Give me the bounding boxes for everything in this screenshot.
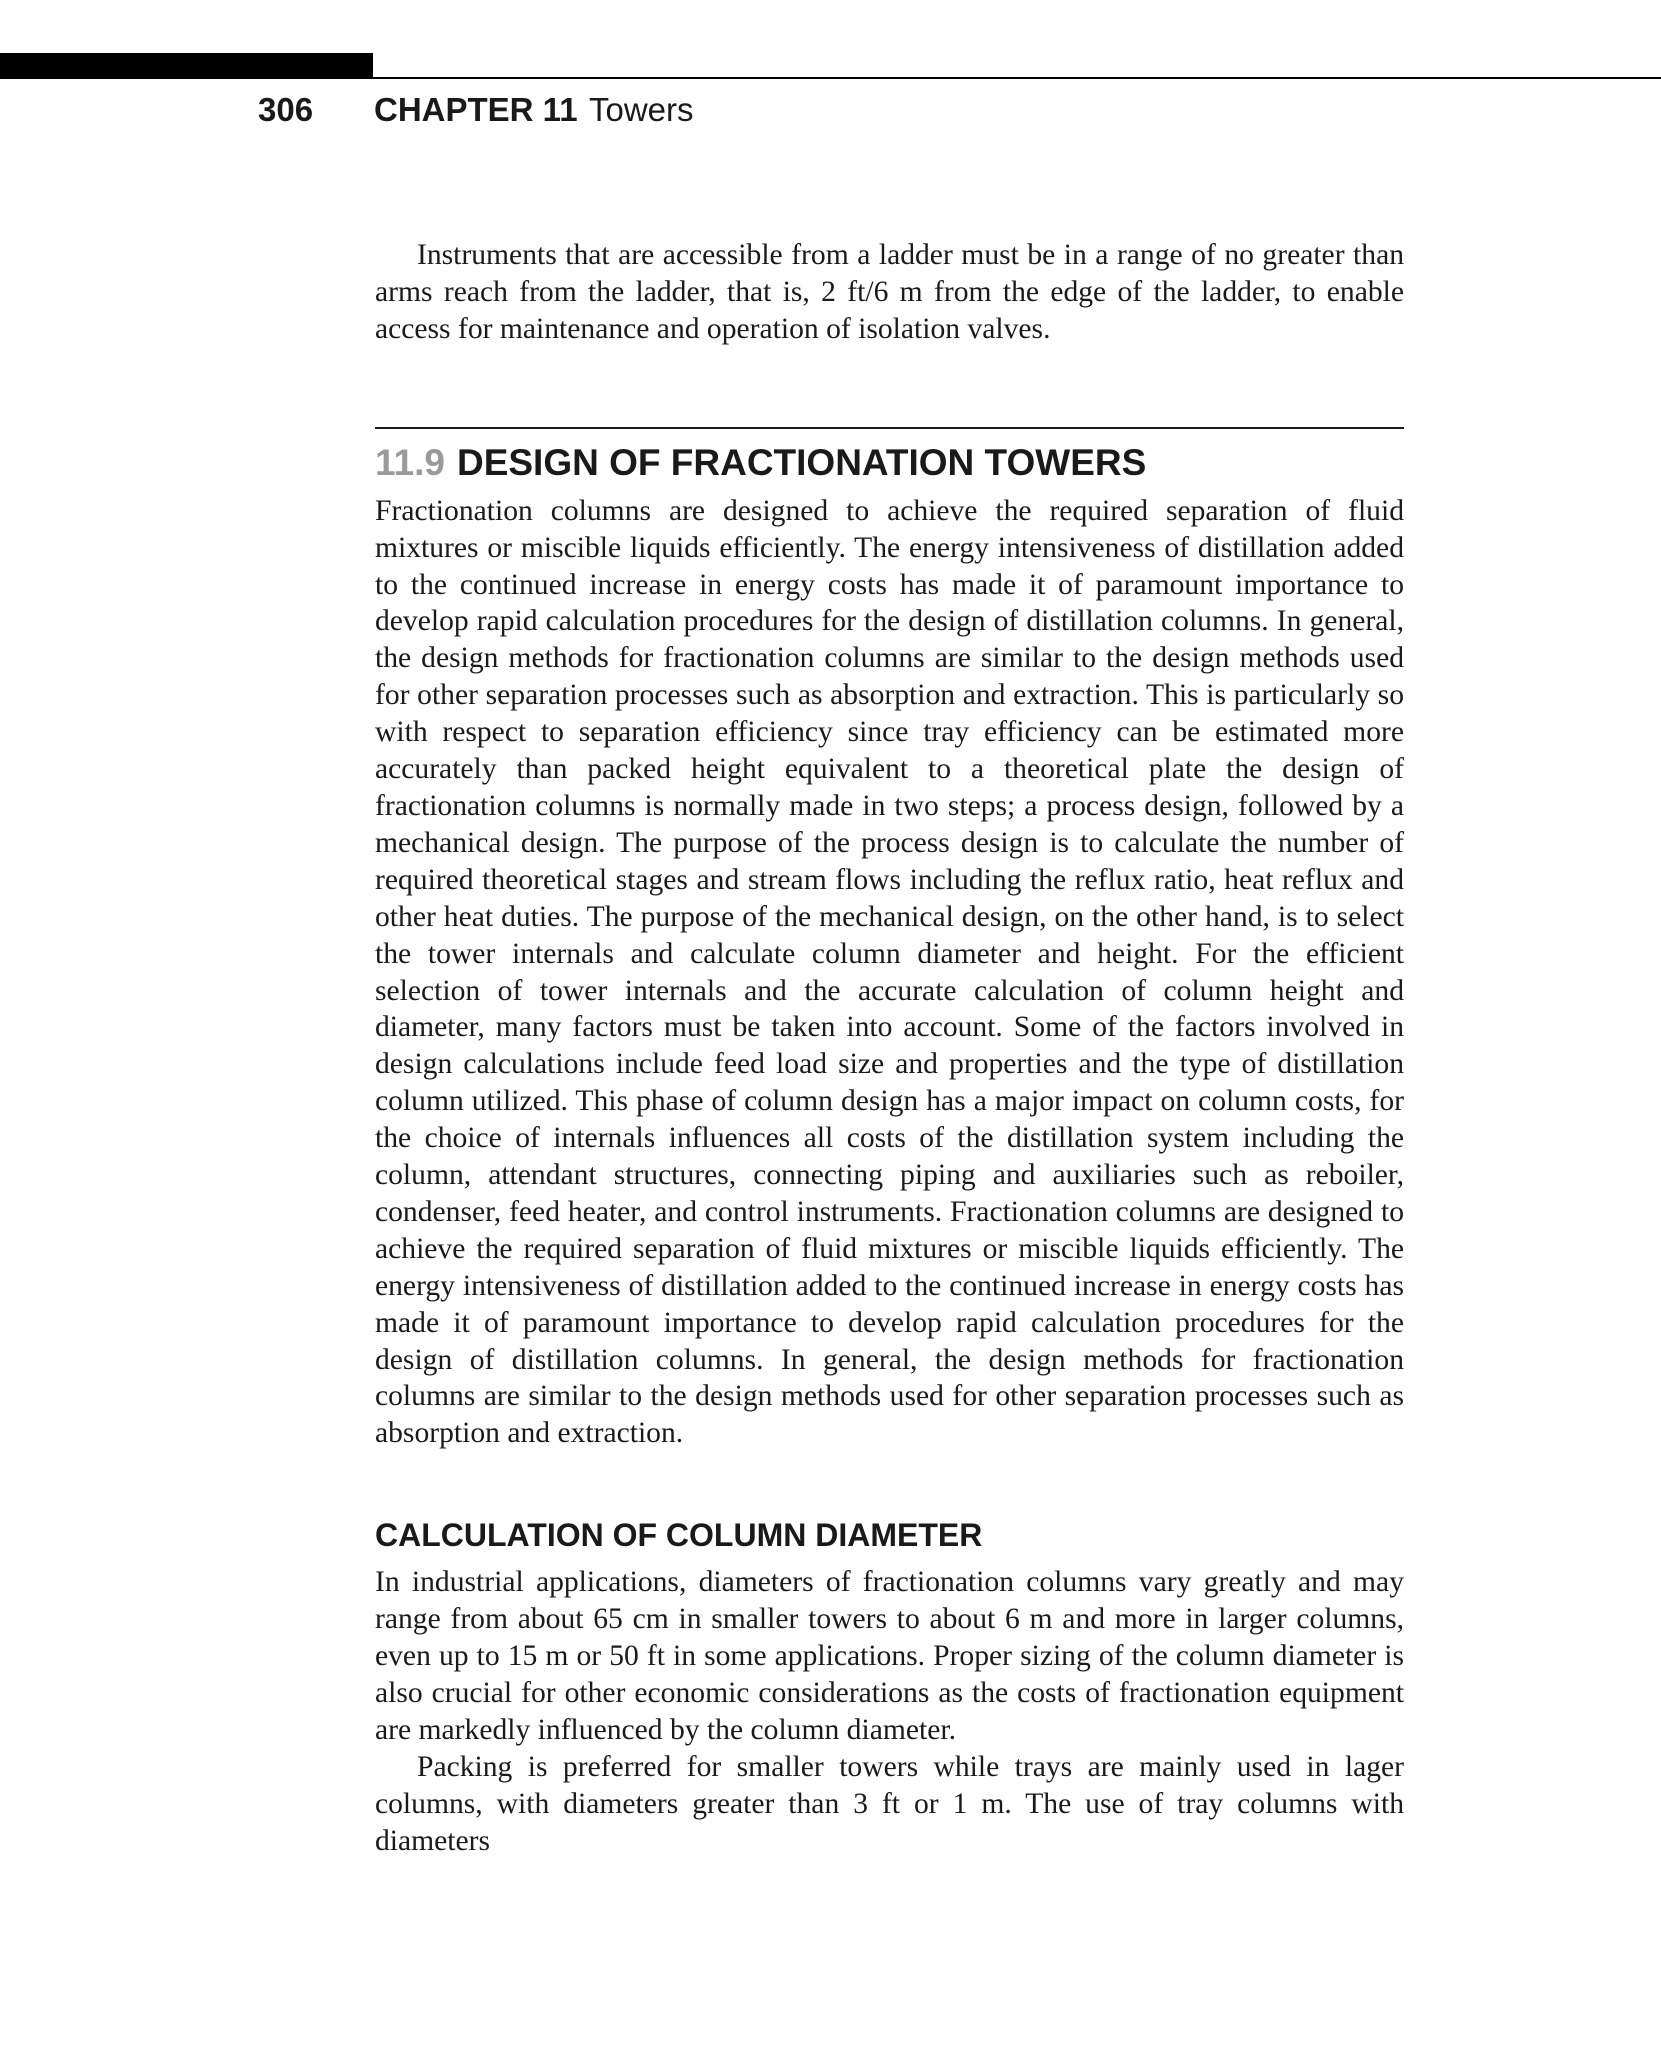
subsection-heading: CALCULATION OF COLUMN DIAMETER bbox=[375, 1517, 983, 1554]
section-heading bbox=[375, 439, 1404, 487]
subsection-paragraph-1: In industrial applications, diameters of fractionation columns vary greatly and may range from about 65 cm in smaller towers to about 6 m and more in larger columns, even up to 15 m or 50 ft in some applications. Proper sizing of the column diameter is also crucial for other economic considerations as the costs of fractionation equipment are markedly influenced by the column diameter. bbox=[375, 1566, 1404, 1746]
page-content bbox=[375, 237, 1404, 1860]
section-number: 11.9 bbox=[375, 441, 445, 483]
section-paragraph: Fractionation columns are designed to achieve the required separation of fluid mixtures or miscible liquids efficiently. The energy intensiveness of distillation added to the continued increase in energy costs has made it of paramount importance to develop rapid calculation procedures for the design of distillation columns. In general, the design methods for fractionation columns are similar to the design methods used for other separation processes such as absorption and extraction. This is particularly so with respect to separation efficiency since tray efficiency can be estimated more accurately than packed height equivalent to a theoretical plate the design of fractionation columns is normally made in two steps; a process design, followed by a mechanical design. The purpose of the process design is to calculate the number of required theoretical stages and stream flows including the reflux ratio, heat reflux and other heat duties. The purpose of the mechanical design, on the other hand, is to select the tower internals and calculate column diameter and height. For the efficient selection of tower internals and the accurate calculation of column height and diameter, many factors must be taken into account. Some of the factors involved in design calculations include feed load size and properties and the type of distillation column utilized. This phase of column design has a major impact on column costs, for the choice of internals influences all costs of the distillation system including the column, attendant structures, connecting piping and auxiliaries such as reboiler, condenser, feed heater, and control instruments. Fractionation columns are designed to achieve the required separation of fluid mixtures or miscible liquids efficiently. The energy intensiveness of distillation added to the continued increase in energy costs has made it of paramount importance to develop rapid calculation procedures for the design of distillation columns. In general, the design methods for fractionation columns are similar to the design methods used for other separation processes such as absorption and extraction. bbox=[375, 494, 1404, 1450]
page-number: 306 bbox=[258, 91, 314, 128]
section-title: DESIGN OF FRACTIONATION TOWERS bbox=[456, 441, 1147, 483]
chapter-label: CHAPTER 11 bbox=[374, 91, 578, 128]
header-rule-thick bbox=[0, 53, 373, 79]
subsection-paragraph-2: Packing is preferred for smaller towers while trays are mainly used in lager columns, with diameters greater than 3 ft or 1 m. The use of tray columns with diameters bbox=[375, 1750, 1404, 1857]
header-rule-thin bbox=[373, 77, 1661, 79]
section-divider bbox=[375, 427, 1404, 429]
chapter-title: Towers bbox=[589, 91, 694, 128]
intro-paragraph: Instruments that are accessible from a ladder must be in a range of no greater than arms reach from the ladder, that is, 2 ft/6 m from the edge of the ladder, to enable access for maintenance and operation of isolation valves. bbox=[375, 239, 1404, 345]
